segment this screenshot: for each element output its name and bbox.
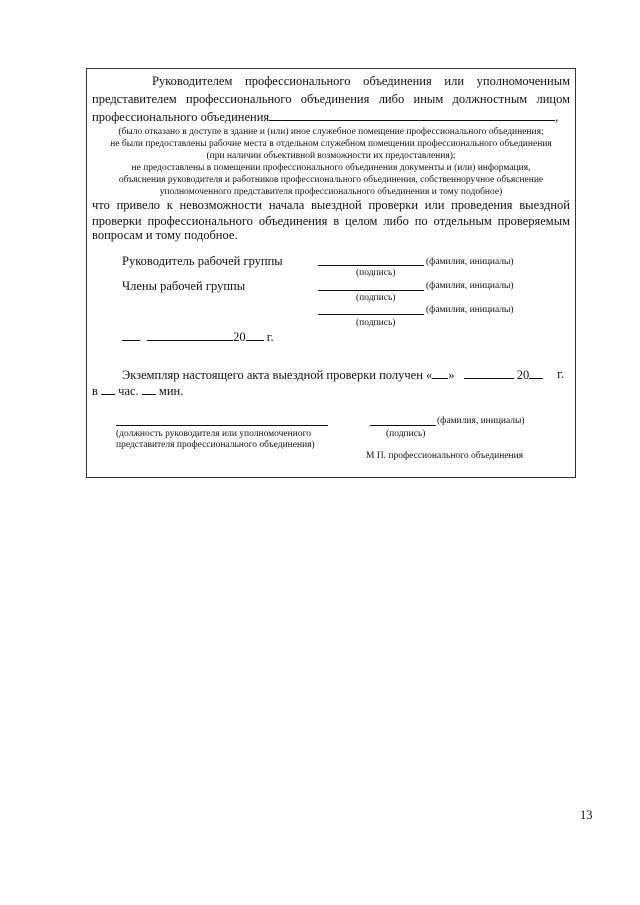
date-day-blank[interactable] [122, 329, 140, 341]
receipt-line-1 [122, 367, 570, 383]
members-label: Члены рабочей группы [122, 279, 246, 293]
intro-line-3 [92, 109, 558, 125]
receipt-hour-blank[interactable] [101, 383, 115, 395]
member-1-sign-hint: (подпись) [356, 293, 396, 303]
page-number: 13 [580, 808, 593, 822]
leader-label: Руководитель рабочей группы [122, 254, 283, 268]
position-hint-1: (должность руководителя или уполномоченного [116, 429, 311, 439]
leader-signature-line[interactable] [318, 265, 424, 266]
intro-line-3-end: , [555, 110, 559, 124]
note-line-2: не были предоставлены рабочие места в отдельном служебном помещении профессионального объединения [110, 139, 552, 149]
intro-blank[interactable] [269, 109, 555, 121]
consequence-line-1: что привело к невозможности начала выездной проверки или проведения выездной [92, 198, 570, 212]
note-line-4: не предоставлены в помещении профессионального объединения документы и (или) информация, [131, 163, 531, 173]
receipt-year-blank[interactable] [529, 367, 543, 379]
member-2-sign-hint: (подпись) [356, 318, 396, 328]
note-line-5: объяснения руководителя и работников профессионального объединения, собственноручное объяснение [118, 175, 544, 185]
receipt-year-suffix: г. [557, 367, 564, 381]
note-line-3: (при наличии объективной возможности их предоставления); [206, 151, 456, 161]
date-year-prefix: 20 [233, 330, 246, 344]
intro-line-1: Руководителем профессионального объединения или уполномоченным [152, 74, 570, 88]
leader-sign-hint: (подпись) [356, 268, 396, 278]
member-2-signature-line[interactable] [318, 314, 424, 315]
position-line[interactable] [116, 425, 328, 426]
date-suffix: г. [266, 330, 274, 344]
position-hint-2: представителя профессионального объединения) [116, 440, 315, 450]
footer-sign-hint: (подпись) [386, 429, 426, 439]
member-1-signature-line[interactable] [318, 290, 424, 291]
consequence-line-2: проверки профессионального объединения в целом либо по отдельным проверяемым [92, 214, 570, 228]
member-2-name-hint: (фамилия, инициалы) [426, 305, 514, 315]
receipt-at: в [92, 384, 98, 398]
receipt-minutes-label: мин. [158, 384, 184, 398]
member-1-name-hint: (фамилия, инициалы) [426, 281, 514, 291]
receipt-day-blank[interactable] [432, 367, 448, 379]
intro-line-2: представителем профессионального объединения либо иным должностным лицом [92, 92, 570, 106]
footer-signature-line[interactable] [370, 425, 436, 426]
date-line [122, 329, 274, 345]
receipt-line-2 [92, 383, 183, 399]
note-line-1: (было отказано в доступе в здание и (или) иное служебное помещение профессионального объединения; [118, 127, 544, 137]
leader-name-hint: (фамилия, инициалы) [426, 257, 514, 267]
receipt-minute-blank[interactable] [142, 383, 156, 395]
intro-line-3-text: профессионального объединения [92, 110, 270, 124]
receipt-month-blank[interactable] [464, 367, 514, 379]
footer-name-hint: (фамилия, инициалы) [437, 416, 525, 426]
consequence-line-3: вопросам и тому подобное. [92, 228, 238, 242]
note-line-6: уполномоченного представителя профессионального объединения и тому подобное) [159, 187, 503, 197]
date-month-blank[interactable] [147, 329, 233, 341]
date-year-blank[interactable] [246, 329, 264, 341]
receipt-text: Экземпляр настоящего акта выездной проверки получен « [122, 368, 433, 382]
receipt-quote-close: » [448, 368, 455, 382]
stamp-place: М П. профессионального объединения [366, 451, 524, 461]
receipt-year-prefix: 20 [516, 368, 530, 382]
receipt-hours-label: час. [118, 384, 139, 398]
